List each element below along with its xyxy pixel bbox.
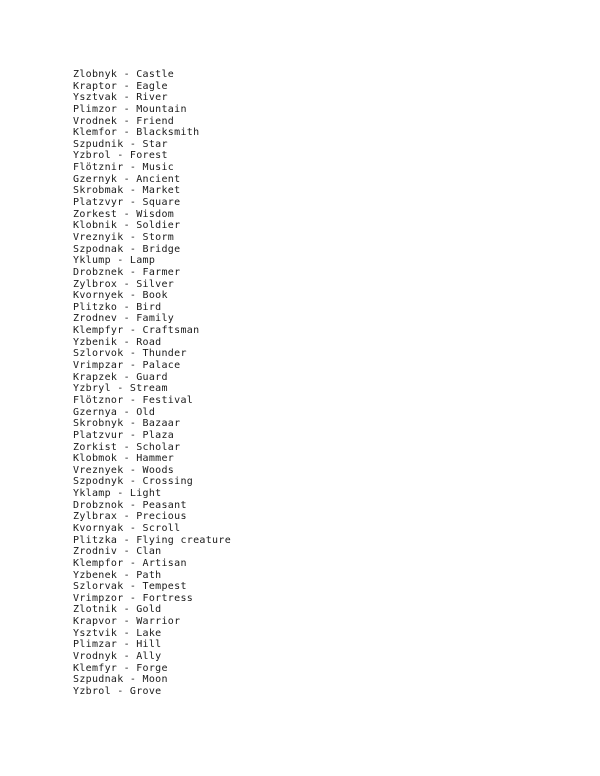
- word-entry: Yzbrol - Grove: [73, 685, 162, 697]
- word-entry: Klobmok - Hammer: [73, 453, 175, 465]
- word-entry: Kraptor - Eagle: [73, 80, 168, 92]
- word-entry: Ysztvak - River: [73, 92, 168, 104]
- word-entry: Zylbrax - Precious: [73, 511, 187, 523]
- word-entry: Klempfyr - Craftsman: [73, 325, 200, 337]
- word-list: [73, 69, 231, 698]
- word-entry: Zrodniv - Clan: [73, 546, 162, 558]
- word-entry: Szlorvok - Thunder: [73, 348, 187, 360]
- word-entry: Flötznor - Festival: [73, 394, 194, 406]
- word-entry: Drobznek - Farmer: [73, 266, 181, 278]
- word-entry: Gzernya - Old: [73, 406, 156, 418]
- word-entry: Yklump - Lamp: [73, 255, 156, 267]
- word-entry: Klobnik - Soldier: [73, 220, 181, 232]
- word-entry: Zorkest - Wisdom: [73, 208, 175, 220]
- word-entry: Szpudnak - Moon: [73, 674, 168, 686]
- word-entry: Vreznyik - Storm: [73, 231, 175, 243]
- word-entry: Zylbrox - Silver: [73, 278, 175, 290]
- word-entry: Flötznir - Music: [73, 162, 175, 174]
- word-entry: Drobznok - Peasant: [73, 499, 187, 511]
- word-entry: Plimzor - Mountain: [73, 103, 187, 115]
- word-entry: Szpodnak - Bridge: [73, 243, 181, 255]
- word-entry: Szlorvak - Tempest: [73, 581, 187, 593]
- word-entry: Krapvor - Warrior: [73, 616, 181, 628]
- word-entry: Yzbenik - Road: [73, 336, 162, 348]
- word-entry: Zlotnik - Gold: [73, 604, 162, 616]
- word-entry: Gzernyk - Ancient: [73, 173, 181, 185]
- word-entry: Zlobnyk - Castle: [73, 69, 175, 80]
- word-entry: Yzbrol - Forest: [73, 150, 168, 162]
- word-entry: Klemfor - Blacksmith: [73, 127, 200, 139]
- word-entry: Platzvur - Plaza: [73, 429, 175, 441]
- word-entry: Szpodnyk - Crossing: [73, 476, 194, 488]
- word-entry: Vrodnyk - Ally: [73, 651, 162, 663]
- word-entry: Kvornyak - Scroll: [73, 522, 181, 534]
- word-entry: Vrodnek - Friend: [73, 115, 175, 127]
- word-entry: Zorkist - Scholar: [73, 441, 181, 453]
- word-entry: Vrimpzor - Fortress: [73, 592, 194, 604]
- word-entry: Plimzar - Hill: [73, 639, 162, 651]
- word-entry: Plitzka - Flying creature: [73, 534, 232, 546]
- word-entry: Kvornyek - Book: [73, 290, 168, 302]
- word-entry: Yklamp - Light: [73, 488, 162, 500]
- word-entry: Ysztvik - Lake: [73, 627, 162, 639]
- word-entry: Szpudnik - Star: [73, 138, 168, 150]
- word-entry: Klemfyr - Forge: [73, 662, 168, 674]
- word-entry: Zrodnev - Family: [73, 313, 175, 325]
- word-entry: Platzvyr - Square: [73, 197, 181, 209]
- word-entry: Vreznyek - Woods: [73, 464, 175, 476]
- word-entry: Skrobnyk - Bazaar: [73, 418, 181, 430]
- word-entry: Skrobmak - Market: [73, 185, 181, 197]
- word-entry: Plitzko - Bird: [73, 301, 162, 313]
- word-entry: Vrimpzar - Palace: [73, 360, 181, 372]
- word-entry: Yzbryl - Stream: [73, 383, 168, 395]
- word-entry: Klempfor - Artisan: [73, 557, 187, 569]
- word-entry: Yzbenek - Path: [73, 569, 162, 581]
- word-entry: Krapzek - Guard: [73, 371, 168, 383]
